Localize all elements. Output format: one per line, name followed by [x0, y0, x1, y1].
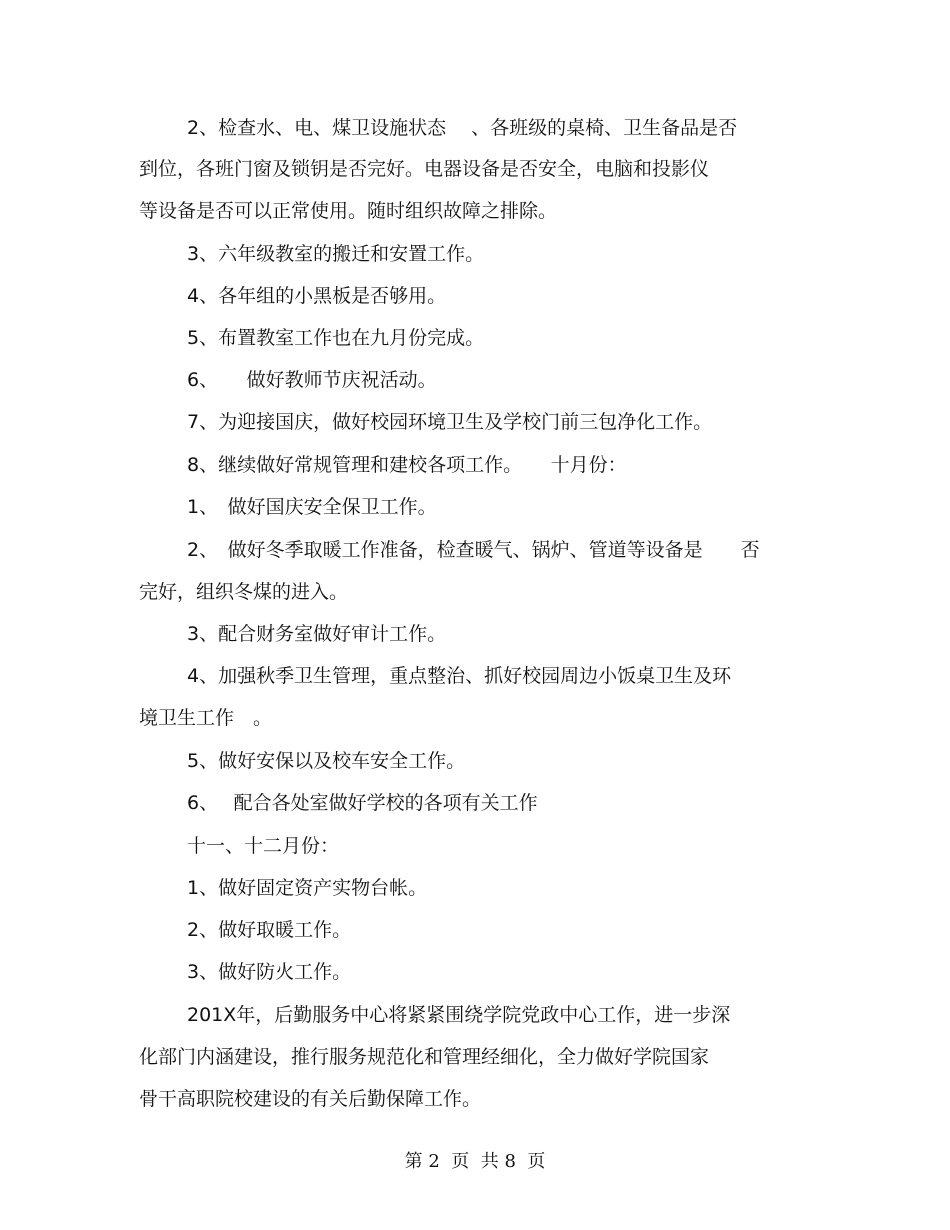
paragraph-line: 到位，各班门窗及锁钥是否完好。电器设备是否安全，电脑和投影仪: [139, 158, 710, 180]
paragraph-line: 十一、十二月份：: [187, 835, 340, 857]
paragraph-line: 201X年，后勤服务中心将紧紧围绕学院党政中心工作，进一步深: [187, 1004, 731, 1026]
paragraph-line: 等设备是否可以正常使用。随时组织故障之排除。: [139, 200, 558, 222]
paragraph-line: 7、为迎接国庆，做好校园环境卫生及学校门前三包净化工作。: [187, 411, 713, 433]
paragraph-line: 2、 做好冬季取暖工作准备，检查暖气、锅炉、管道等设备是 否: [187, 539, 760, 561]
paragraph-line: 5、布置教室工作也在九月份完成。: [187, 327, 485, 349]
paragraph-line: 境卫生工作 。: [139, 707, 273, 729]
paragraph-line: 4、各年组的小黑板是否够用。: [187, 285, 447, 307]
paragraph-line: 完好，组织冬煤的进入。: [139, 581, 349, 603]
paragraph-line: 4、加强秋季卫生管理，重点整治、抓好校园周边小饭桌卫生及环: [187, 665, 732, 687]
paragraph-line: 骨干高职院校建设的有关后勤保障工作。: [139, 1088, 482, 1110]
paragraph-line: 6、 做好教师节庆祝活动。: [187, 369, 437, 391]
paragraph-line: 5、做好安保以及校车安全工作。: [187, 750, 466, 772]
page-footer: 第 2 页 共 8 页: [404, 1151, 546, 1172]
paragraph-line: 1、 做好国庆安全保卫工作。: [187, 496, 437, 518]
paragraph-line: 3、做好防火工作。: [187, 961, 352, 983]
paragraph-line: 3、六年级教室的搬迁和安置工作。: [187, 243, 485, 265]
paragraph-line: 2、做好取暖工作。: [187, 919, 352, 941]
paragraph-line: 化部门内涵建设，推行服务规范化和管理经细化，全力做好学院国家: [139, 1046, 710, 1068]
paragraph-line: 2、检查水、电、煤卫设施状态 、各班级的桌椅、卫生备品是否: [187, 117, 738, 139]
paragraph-line: 8、继续做好常规管理和建校各项工作。 十月份：: [187, 454, 627, 476]
paragraph-line: 1、做好固定资产实物台帐。: [187, 877, 428, 899]
paragraph-line: 3、配合财务室做好审计工作。: [187, 623, 447, 645]
paragraph-line: 6、 配合各处室做好学校的各项有关工作: [187, 792, 538, 814]
